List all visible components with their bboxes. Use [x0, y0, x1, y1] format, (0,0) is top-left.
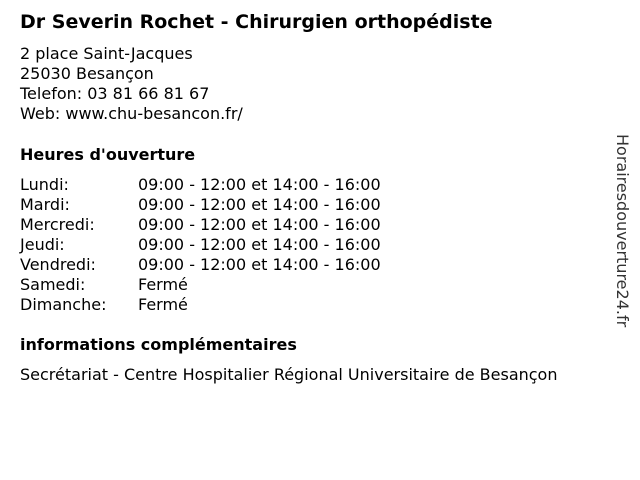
- hours-time: Fermé: [138, 295, 188, 314]
- hours-day: Jeudi:: [20, 235, 65, 254]
- page-title: Dr Severin Rochet - Chirurgien orthopédiste: [20, 11, 493, 33]
- hours-day: Lundi:: [20, 175, 69, 194]
- watermark-text: Horairesdouverture24.fr: [613, 134, 632, 328]
- info-text: Secrétariat - Centre Hospitalier Régional Universitaire de Besançon: [20, 365, 558, 384]
- phone-number[interactable]: Telefon: 03 81 66 81 67: [20, 84, 210, 103]
- hours-time: 09:00 - 12:00 et 14:00 - 16:00: [138, 255, 381, 274]
- hours-row-thursday: [20, 235, 381, 255]
- hours-day: Vendredi:: [20, 255, 96, 274]
- hours-row-sunday: [20, 295, 381, 315]
- hours-row-tuesday: [20, 195, 381, 215]
- hours-row-wednesday: [20, 215, 381, 235]
- address-street: 2 place Saint-Jacques: [20, 44, 193, 63]
- hours-day: Mardi:: [20, 195, 70, 214]
- hours-day: Samedi:: [20, 275, 86, 294]
- hours-row-monday: [20, 175, 381, 195]
- website-link[interactable]: Web: www.chu-besancon.fr/: [20, 104, 243, 123]
- hours-day: Dimanche:: [20, 295, 107, 314]
- hours-time: 09:00 - 12:00 et 14:00 - 16:00: [138, 175, 381, 194]
- hours-day: Mercredi:: [20, 215, 95, 234]
- hours-time: 09:00 - 12:00 et 14:00 - 16:00: [138, 235, 381, 254]
- hours-heading: Heures d'ouverture: [20, 145, 196, 164]
- address-block: [20, 44, 243, 124]
- address-city: 25030 Besançon: [20, 64, 154, 83]
- hours-time: 09:00 - 12:00 et 14:00 - 16:00: [138, 195, 381, 214]
- hours-row-saturday: [20, 275, 381, 295]
- hours-time: Fermé: [138, 275, 188, 294]
- watermark: [610, 134, 634, 346]
- info-heading: informations complémentaires: [20, 335, 297, 354]
- hours-table: [20, 175, 381, 315]
- hours-row-friday: [20, 255, 381, 275]
- hours-time: 09:00 - 12:00 et 14:00 - 16:00: [138, 215, 381, 234]
